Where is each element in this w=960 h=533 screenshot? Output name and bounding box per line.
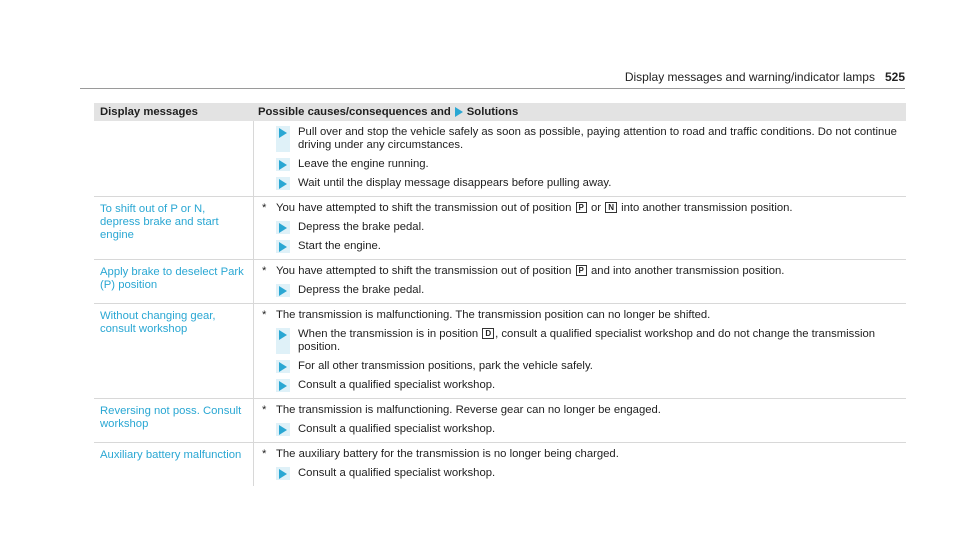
gear-p-icon: P [576,265,587,276]
arrow-right-icon [279,330,287,340]
table-row [94,399,906,443]
messages-table [94,103,906,486]
solution-item: Consult a qualified specialist workshop. [276,423,906,436]
solution-cell [254,399,906,442]
solution-item: Pull over and stop the vehicle safely as soon as possible, paying attention to road and traffic conditions. Do not continue driving under any circumstances. [276,126,906,152]
table-header [94,103,906,121]
page-header [625,70,905,84]
table-row [94,197,906,260]
cause-marker: * [262,309,267,321]
solution-item: Depress the brake pedal. [276,284,906,297]
table-row [94,443,906,486]
solution-cell [254,197,906,259]
gear-n-icon: N [605,202,617,213]
arrow-right-icon [279,160,287,170]
col-header-causes-solutions: Possible causes/consequences and Solutions [258,105,519,118]
cause-item: * The transmission is malfunctioning. The transmission position can no longer be shifted. [262,309,711,321]
table-row [94,121,906,197]
message-cell: To shift out of P or N, depress brake and start engine [94,197,254,259]
cause-marker: * [262,202,267,214]
section-title: Display messages and warning/indicator lamps [624,70,875,84]
arrow-right-icon [455,107,463,117]
page-number: 525 [884,70,905,84]
cause-marker: * [262,404,267,416]
col-header-display-messages: Display messages [100,105,198,118]
cause-marker: * [262,448,267,460]
arrow-right-icon [279,286,287,296]
table-row [94,304,906,399]
solution-item: For all other transmission positions, park the vehicle safely. [276,360,906,373]
arrow-right-icon [279,469,287,479]
solution-item: Consult a qualified specialist workshop. [276,379,906,392]
solution-item: Start the engine. [276,240,906,253]
solution-item: Consult a qualified specialist workshop. [276,467,906,480]
arrow-right-icon [279,179,287,189]
message-cell: Auxiliary battery malfunction [94,443,254,486]
table-row [94,260,906,304]
cause-item: * You have attempted to shift the transmission out of position P and into another transmission position. [262,265,785,277]
message-cell: Apply brake to deselect Park (P) position [94,260,254,303]
arrow-right-icon [279,381,287,391]
cause-marker: * [262,265,267,277]
solution-item: Leave the engine running. [276,158,906,171]
arrow-right-icon [279,242,287,252]
gear-d-icon: D [482,328,494,339]
arrow-right-icon [279,362,287,372]
cause-item: * The transmission is malfunctioning. Reverse gear can no longer be engaged. [262,404,661,416]
arrow-right-icon [279,223,287,233]
solution-item: Wait until the display message disappears before pulling away. [276,177,906,190]
cause-item: * The auxiliary battery for the transmission is no longer being charged. [262,448,619,460]
message-cell: Reversing not poss. Consult workshop [94,399,254,442]
solution-item: Depress the brake pedal. [276,221,906,234]
cause-item: * You have attempted to shift the transmission out of position P or N into another transmission position. [262,202,793,214]
solution-cell [254,121,906,196]
solution-cell [254,304,906,398]
arrow-right-icon [279,425,287,435]
message-cell: Without changing gear, consult workshop [94,304,254,398]
message-cell [94,121,254,196]
solution-item: When the transmission is in position D , consult a qualified specialist workshop and do not change the transmission position. [276,328,906,354]
arrow-right-icon [279,128,287,138]
header-divider [80,88,905,89]
gear-p-icon: P [576,202,587,213]
solution-cell [254,443,906,486]
solution-cell [254,260,906,303]
